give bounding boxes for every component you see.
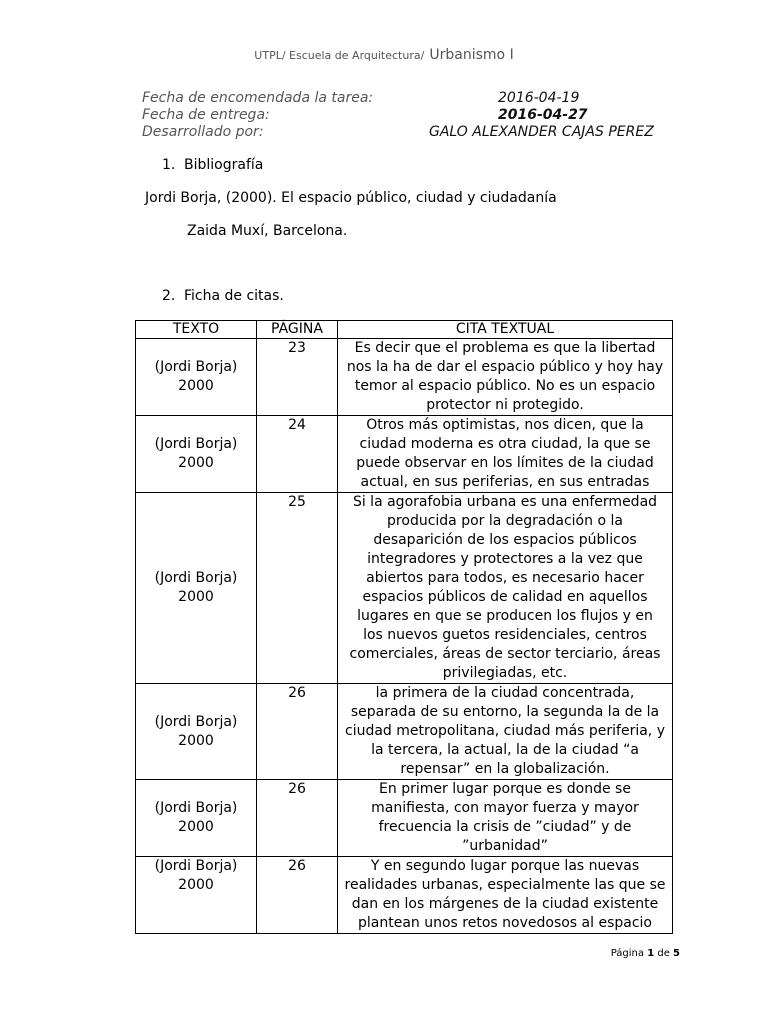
year-line: 2000 <box>178 589 214 605</box>
table-row <box>136 493 673 684</box>
cita-line: Otros más optimistas, nos dicen, que la <box>366 417 644 433</box>
author-line: (Jordi Borja) <box>154 570 238 586</box>
cita-line: Y en segundo lugar porque las nuevas <box>370 858 640 874</box>
header-pagina: PÁGINA <box>257 321 338 339</box>
table-row <box>136 684 673 780</box>
table-row <box>136 339 673 416</box>
cita-line: comerciales, áreas de sector terciario, áreas <box>349 646 661 662</box>
footer-current-page: 1 <box>647 948 655 959</box>
cita-line: ”urbanidad” <box>462 838 548 854</box>
meta-label-author: Desarrollado por: <box>142 124 264 140</box>
section-heading-citas <box>162 288 284 304</box>
cita-line: espacios públicos de calidad en aquellos <box>362 589 648 605</box>
cita-line: puede observar en los límites de la ciudad <box>356 455 654 471</box>
cita-line: integradores y protectores a la vez que <box>367 551 643 567</box>
table-body <box>136 339 673 934</box>
cita-line: temor al espacio público. No es un espacio <box>354 378 656 394</box>
section-title: Bibliografía <box>184 157 264 173</box>
footer-total-pages: 5 <box>673 948 680 959</box>
cita-line: ciudad metropolitana, ciudad más periferia, y <box>345 723 665 739</box>
cita-line: abiertos para todos, es necesario hacer <box>366 570 644 586</box>
cita-line: privilegiadas, etc. <box>442 665 568 681</box>
meta-value-assigned: 2016-04-19 <box>498 90 580 106</box>
cell-texto <box>136 339 257 416</box>
cita-line: protector ni protegido. <box>426 397 584 413</box>
cita-line: En primer lugar porque es donde se <box>379 781 631 797</box>
author-line: (Jordi Borja) <box>154 858 238 874</box>
bibliography-line-2: Zaida Muxí, Barcelona. <box>187 223 348 239</box>
section-heading-bibliografia <box>162 157 263 173</box>
table-row <box>136 857 673 934</box>
section-title: Ficha de citas. <box>184 288 284 304</box>
cita-line: lugares en que se producen los flujos y en <box>357 608 653 624</box>
table-header-row <box>136 321 673 339</box>
cell-pagina: 25 <box>257 493 338 684</box>
cita-line: Si la agorafobia urbana es una enfermedad <box>352 494 658 510</box>
cita-line: separada de su entorno, la segunda la de la <box>350 704 660 720</box>
cita-line: los nuevos guetos residenciales, centros <box>363 627 647 643</box>
cell-texto <box>136 416 257 493</box>
cita-line: frecuencia la crisis de ”ciudad” y de <box>378 819 632 835</box>
cita-line: nos la ha de dar el espacio público y hoy hay <box>346 359 664 375</box>
meta-label-delivery: Fecha de entrega: <box>142 107 270 123</box>
cell-cita <box>338 416 673 493</box>
bibliography-line-1: Jordi Borja, (2000). El espacio público, ciudad y ciudadanía <box>145 190 557 206</box>
header-course: Urbanismo I <box>429 47 514 63</box>
footer-of-word: de <box>657 948 670 959</box>
author-line: (Jordi Borja) <box>154 436 238 452</box>
cell-pagina: 26 <box>257 780 338 857</box>
author-line: (Jordi Borja) <box>154 713 238 730</box>
citation-table <box>135 320 673 934</box>
header-texto: TEXTO <box>136 321 257 339</box>
meta-row-assigned <box>142 90 662 107</box>
cita-line: realidades urbanas, especialmente las que se <box>344 877 666 893</box>
footer-page-word: Página <box>610 948 644 959</box>
cita-line: manifiesta, con mayor fuerza y mayor <box>371 800 639 816</box>
year-line: 2000 <box>178 819 214 835</box>
cell-pagina: 24 <box>257 416 338 493</box>
page-footer <box>611 948 680 959</box>
cell-texto <box>136 857 257 934</box>
cell-pagina: 23 <box>257 339 338 416</box>
meta-row-delivery <box>142 107 662 124</box>
meta-value-delivery: 2016-04-27 <box>498 107 588 123</box>
year-line: 2000 <box>178 877 214 893</box>
meta-value-author: GALO ALEXANDER CAJAS PEREZ <box>429 124 654 140</box>
cell-cita <box>338 780 673 857</box>
cita-line: producida por la degradación o la <box>387 513 623 529</box>
section-number: 2. <box>162 288 176 304</box>
table-row <box>136 780 673 857</box>
cell-texto <box>136 780 257 857</box>
cita-line: desaparición de los espacios públicos <box>373 532 637 548</box>
assignment-meta <box>142 90 662 141</box>
page-header <box>0 44 768 63</box>
cita-line: ciudad moderna es otra ciudad, la que se <box>359 436 651 452</box>
table-row <box>136 416 673 493</box>
cell-texto <box>136 684 257 780</box>
year-line: 2000 <box>178 732 214 749</box>
cell-cita <box>338 857 673 934</box>
cell-pagina: 26 <box>257 857 338 934</box>
cita-line: la tercera, la actual, la de la ciudad “a <box>371 742 639 758</box>
cita-line: dan en los márgenes de la ciudad existente <box>351 896 659 912</box>
header-cita: CITA TEXTUAL <box>338 321 673 339</box>
year-line: 2000 <box>178 378 214 394</box>
cell-pagina: 26 <box>257 684 338 780</box>
cell-cita <box>338 339 673 416</box>
meta-label-assigned: Fecha de encomendada la tarea: <box>142 90 374 106</box>
cell-cita <box>338 684 673 780</box>
cita-line: Es decir que el problema es que la libertad <box>354 340 656 356</box>
cell-cita <box>338 493 673 684</box>
cita-line: plantean unos retos novedosos al espacio <box>358 915 652 931</box>
cita-line: repensar” en la globalización. <box>400 761 610 777</box>
section-number: 1. <box>162 157 176 173</box>
cita-line: la primera de la ciudad concentrada, <box>375 685 635 701</box>
meta-row-author <box>142 124 662 141</box>
header-path: UTPL/ Escuela de Arquitectura/ <box>254 49 425 62</box>
cita-line: actual, en sus periferias, en sus entradas <box>360 474 650 490</box>
cell-texto <box>136 493 257 684</box>
year-line: 2000 <box>178 455 214 471</box>
author-line: (Jordi Borja) <box>154 359 238 375</box>
author-line: (Jordi Borja) <box>154 800 238 816</box>
